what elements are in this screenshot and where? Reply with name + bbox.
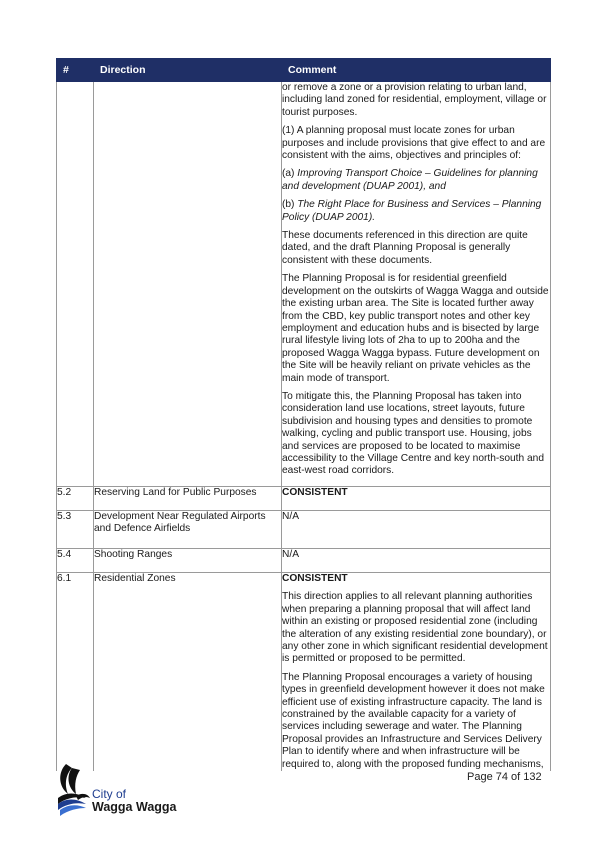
comment-paragraph: The Planning Proposal encourages a variety of housing types in greenfield development however it does not make efficient use of existing infrastructure capacity. The land is constrained by the available capacity for a variety of services including sewerage and water. The Planning Proposal provides an Infrastructure and Services Delivery Plan to identify where and when infrastructure will be required to, along with the proposed funding mechanisms,	[282, 671, 545, 770]
document-reference: The Right Place for Business and Services – Planning Policy (DUAP 2001).	[282, 199, 542, 223]
comment-paragraph	[282, 168, 550, 193]
cell-number: 5.2	[57, 487, 94, 511]
comment-paragraph: This direction applies to all relevant planning authorities when preparing a planning proposal that will affect land within an existing or proposed residential zone (including the alteration of any existing residential zone boundary), or any other zone in which significant residential development is permitted or proposed to be permitted.	[282, 591, 548, 665]
cell-direction: Development Near Regulated Airports and Defence Airfields	[94, 511, 282, 549]
document-reference: Improving Transport Choice – Guidelines for planning and development (DUAP 2001), and	[282, 168, 538, 192]
cell-comment	[282, 82, 551, 487]
cell-direction: Shooting Ranges	[94, 549, 282, 573]
comment-paragraph: These documents referenced in this direction are quite dated, and the draft Planning Proposal is generally consistent with these documents.	[282, 230, 528, 266]
cell-number: 6.1	[57, 573, 94, 772]
cell-direction: Residential Zones	[94, 573, 282, 772]
logo-text	[92, 788, 177, 814]
table-row	[57, 549, 551, 573]
cell-number	[57, 82, 94, 487]
cell-status: N/A	[282, 511, 551, 549]
cell-comment	[282, 573, 551, 772]
logo-name-text: Wagga Wagga	[92, 800, 177, 814]
table-row	[57, 487, 551, 511]
list-prefix: (b)	[282, 199, 298, 211]
cell-direction	[94, 82, 282, 487]
list-prefix: (a)	[282, 168, 298, 180]
table-row	[57, 511, 551, 549]
cell-status: CONSISTENT	[282, 573, 348, 584]
comment-paragraph: or remove a zone or a provision relating to urban land, including land zoned for residential, employment, village or tourist purposes.	[282, 82, 547, 118]
comment-paragraph: (1) A planning proposal must locate zones for urban purposes and include provisions that give effect to and are consistent with the aims, objectives and principles of:	[282, 125, 546, 162]
cell-number: 5.3	[57, 511, 94, 549]
page-number: Page 74 of 132	[467, 771, 542, 783]
cell-status: N/A	[282, 549, 551, 573]
cell-direction: Reserving Land for Public Purposes	[94, 487, 282, 511]
directions-table	[56, 58, 551, 771]
comment-paragraph: The Planning Proposal is for residential greenfield development on the outskirts of Wagga Wagga and outside the existing urban area. The Site is located further away from the CBD, key public transport notes and other key employment and education hubs and is bisected by large rural lifestyle living lots of 2ha to up to 200ha and the proposed Wagga Wagga bypass. Future development on the Site will be heavily reliant on private vehicles as the main mode of transport.	[282, 273, 549, 384]
header-comment: Comment	[282, 59, 551, 82]
table-row-continuation	[57, 82, 551, 487]
header-direction: Direction	[94, 59, 282, 82]
header-number: #	[57, 59, 94, 82]
comment-paragraph: To mitigate this, the Planning Proposal has taken into consideration land use locations, street layouts, future subdivision and housing types and densities to promote walking, cycling and public transport use. Housing, jobs and services are proposed to be located to maximise accessibility to the Village Centre and key north-south and east-west road corridors.	[282, 390, 545, 477]
cell-number: 5.4	[57, 549, 94, 573]
table-header-row	[57, 59, 551, 82]
logo-city-text: City of	[92, 787, 127, 801]
table-row	[57, 573, 551, 772]
comment-paragraph	[282, 199, 550, 224]
cell-status: CONSISTENT	[282, 487, 551, 511]
